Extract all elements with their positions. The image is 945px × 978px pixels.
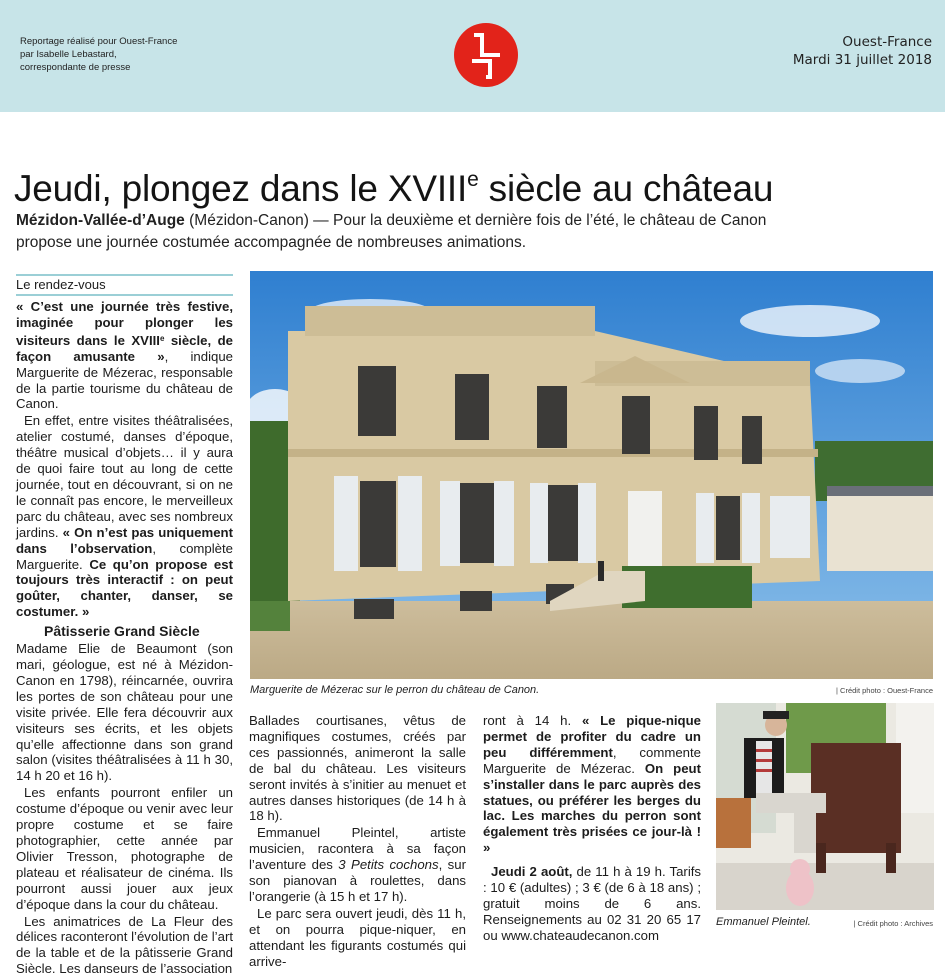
- credit-line: correspondante de presse: [20, 62, 131, 73]
- article-column-3: [483, 713, 701, 945]
- article-lead: [16, 210, 816, 253]
- paragraph: Les enfants pourront enfiler un costume d’époque ou venir avec leur propre costume et se faire photographier, cette année par Olivier Tresson, photographe de plateau et réalisateur de cinéma. Ils pourront aussi jouer aux jeux d’époque dans la cour du château.: [16, 785, 233, 912]
- paragraph: Emmanuel Pleintel, artiste musicien, racontera à sa façon l’aventure des 3 Petits cochons, sur son pianovan à roulettes, dans l’orangerie (à 15 h et 17 h).: [249, 825, 466, 904]
- paragraph: Les animatrices de La Fleur des délices raconteront l’évolution de l’art de la table et de la pâtisserie Grand Siècle. Les danseurs de l’association: [16, 913, 233, 977]
- newspaper-masthead: [793, 33, 932, 69]
- paragraph: ront à 14 h. « Le pique-nique permet de profiter du cadre un peu différemment, commente Marguerite de Mézerac. On peut s’installer dans le parc auprès des statues, ou préférer les berges du lac. Les marches du perron sont également très prisées ce jour-là ! »: [483, 713, 701, 856]
- credit-line: par Isabelle Lebastard,: [20, 49, 117, 60]
- main-photo-credit: | Crédit photo : Ouest-France: [836, 686, 933, 695]
- paragraph: Le parc sera ouvert jeudi, dès 11 h, et on pourra pique-niquer, en attendant les figurants costumés qui arrive-: [249, 905, 466, 969]
- issue-date: Mardi 31 juillet 2018: [792, 52, 932, 68]
- chateau-photo: [250, 271, 933, 679]
- subheading: Pâtisserie Grand Siècle: [44, 623, 200, 640]
- ouest-france-logo-icon: [454, 23, 518, 87]
- paragraph: « C’est une journée très festive, imaginée pour plonger les visiteurs dans le XVIIIe siècle, de façon amusante », indique Marguerite de Mézerac, responsable de la partie tourisme du château de Canon.: [16, 299, 233, 412]
- newspaper-name: Ouest-France: [842, 34, 932, 50]
- main-photo-caption: Marguerite de Mézerac sur le perron du château de Canon.: [250, 684, 540, 696]
- lead-subplace: (Mézidon-Canon) —: [184, 212, 333, 229]
- article-column-2: [249, 713, 466, 971]
- practical-info: Jeudi 2 août, de 11 h à 19 h. Tarifs : 10 € (adultes) ; 3 € (de 6 à 18 ans) ; gratuit moins de 6 ans. Renseignements au 02 31 20 65 17 ou www.chateaudecanon.com: [483, 864, 702, 943]
- paragraph: Ballades courtisanes, vêtus de magnifiques costumes, créés par ces passionnés, animeront la salle de bal du château. Les visiteurs seront invités à s’initier au menuet et autres danses historiques (de 14 h à 18 h).: [249, 713, 466, 824]
- lead-text: Pour la deuxième et dernière fois de l’été, le château de Canon propose une journée costumée accompagnée de nombreuses animations.: [16, 212, 767, 251]
- lead-place: Mézidon-Vallée-d’Auge: [16, 212, 185, 229]
- section-label: Le rendez-vous: [16, 274, 233, 296]
- musician-photo: [716, 703, 934, 910]
- reporter-credit: [20, 35, 177, 74]
- paragraph: En effet, entre visites théâtralisées, atelier costumé, danses d’époque, théâtre musical d’objets… il y aura de quoi faire tout au long de cette journée, tout en découvrant, si on ne le connaît pas encore, le merveilleux parc du château, avec ses nombreux jardins. « On n’est pas uniquement dans l’observation, complète Marguerite. Ce qu’on propose est toujours très interactif : on peut goûter, chanter, danser, se costumer. »: [16, 413, 233, 620]
- paragraph: Madame Elie de Beaumont (son mari, géologue, est né à Mézidon-Canon en 1798), réincarnée, ouvrira les portes de son château pour une visite privée. Elle fera découvrir aux visiteurs ses écrits, et les objets qu’elle affectionne dans son grand salon (visites théâtralisées à 11 h 30, 14 h 20 et 16 h).: [16, 641, 233, 784]
- small-photo-caption: Emmanuel Pleintel.: [716, 916, 811, 928]
- credit-line: Reportage réalisé pour Ouest-France: [20, 36, 178, 47]
- article-column-1: [16, 274, 233, 978]
- small-photo-credit: | Crédit photo : Archives: [853, 919, 933, 928]
- article-headline: Jeudi, plongez dans le XVIIIe siècle au château: [14, 168, 774, 209]
